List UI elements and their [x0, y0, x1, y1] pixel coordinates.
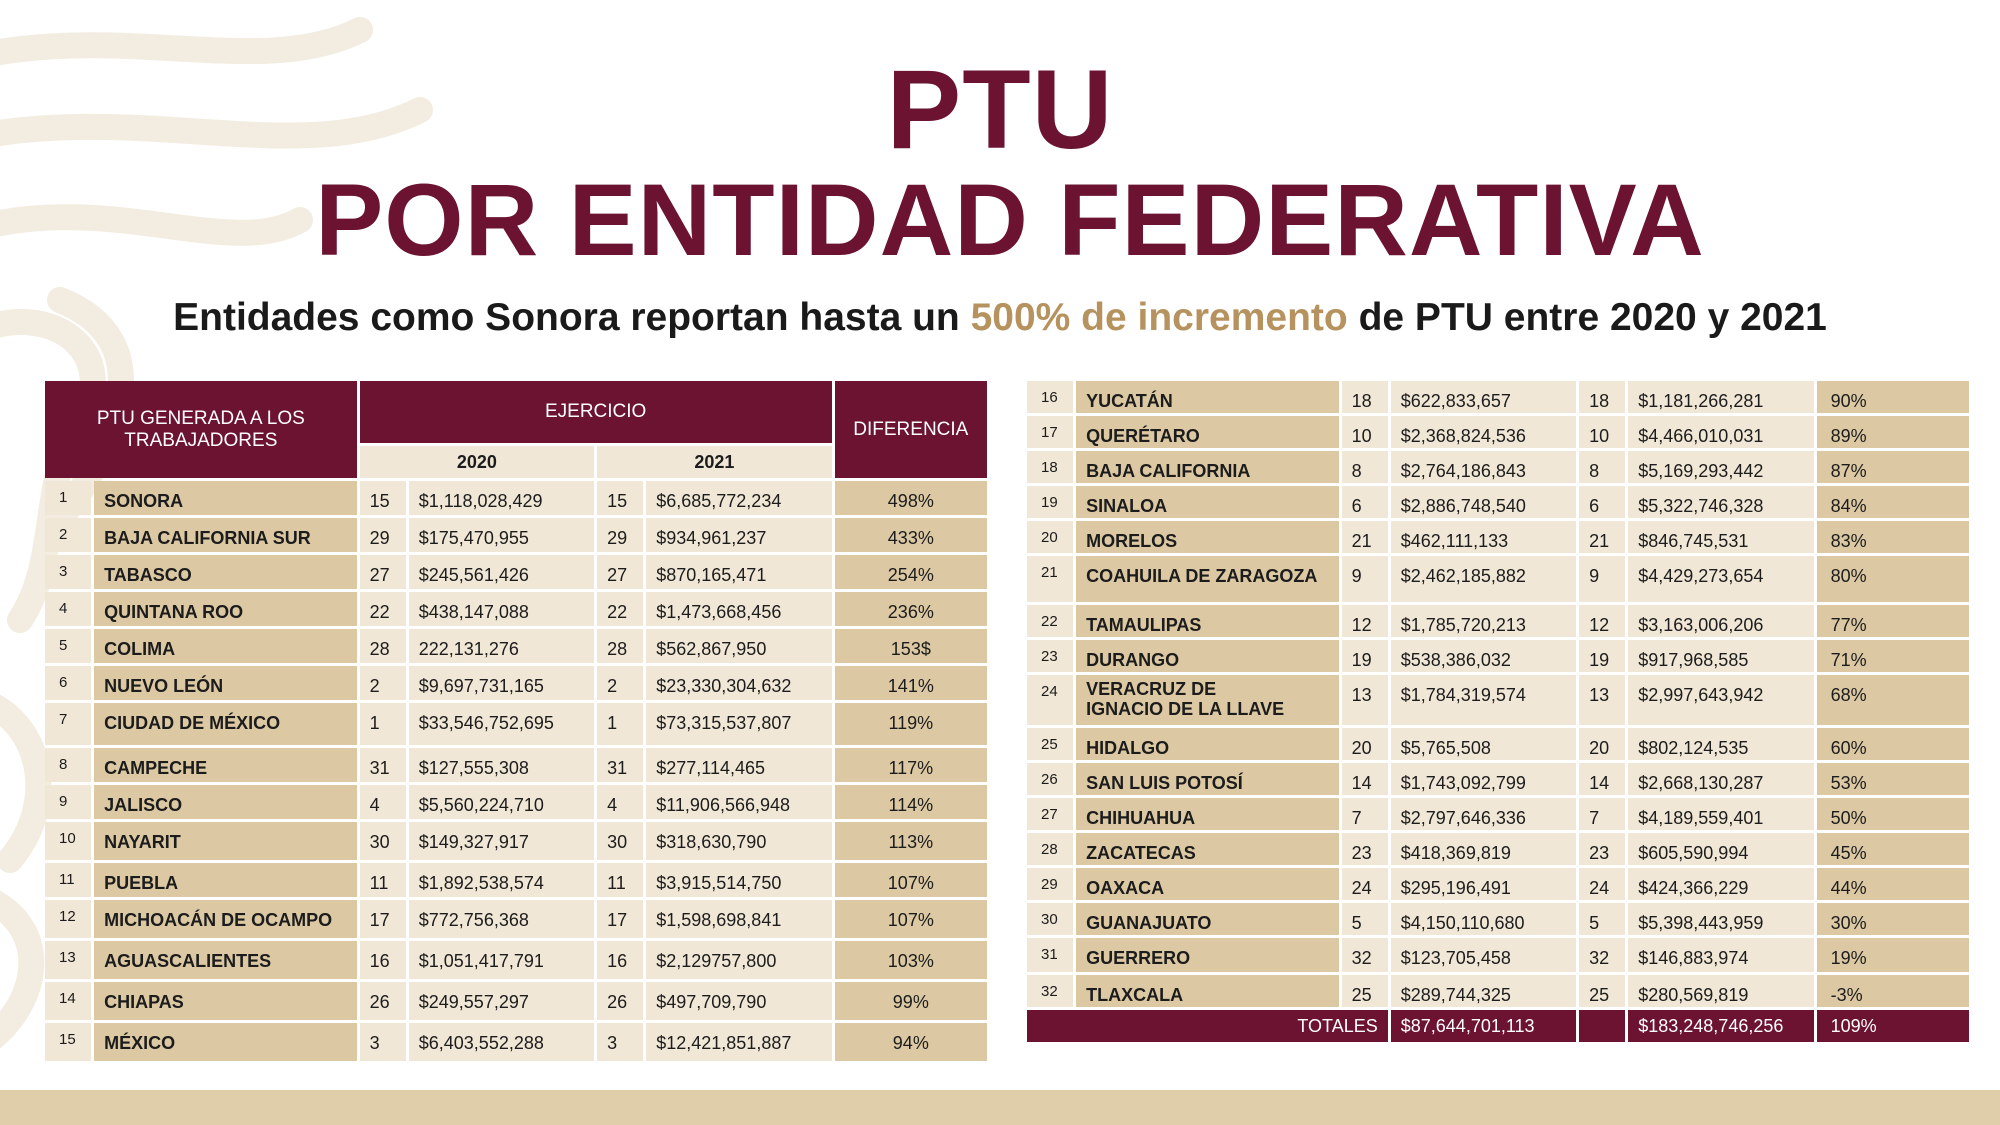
rank-2020: 4 — [360, 785, 406, 819]
ptu-2021: $1,598,698,841 — [646, 900, 831, 938]
rank-2020: 2 — [360, 666, 406, 700]
rank-2021: 28 — [597, 629, 643, 663]
rank-2020: 32 — [1342, 938, 1388, 972]
rank-2020: 31 — [360, 748, 406, 782]
difference: 114% — [835, 785, 987, 819]
rank-2020: 6 — [1342, 486, 1388, 518]
rank-2020: 3 — [360, 1023, 406, 1061]
state-name: CHIHUAHUA — [1076, 798, 1339, 830]
difference: 141% — [835, 666, 987, 700]
footer-band — [0, 1090, 2000, 1125]
ptu-2021: $4,429,273,654 — [1628, 556, 1813, 602]
table-row — [1027, 381, 1969, 413]
rank-2020: 23 — [1342, 833, 1388, 865]
row-number: 3 — [45, 555, 91, 589]
difference: 30% — [1817, 903, 1969, 935]
rank-2020: 1 — [360, 703, 406, 745]
table-row — [45, 555, 987, 589]
table-row — [1027, 938, 1969, 972]
row-number: 4 — [45, 592, 91, 626]
difference: 71% — [1817, 640, 1969, 672]
header-year-2021: 2021 — [597, 446, 832, 478]
ptu-2021: $917,968,585 — [1628, 640, 1813, 672]
rank-2020: 9 — [1342, 556, 1388, 602]
state-name: BAJA CALIFORNIA SUR — [94, 518, 357, 552]
ptu-2020: $1,051,417,791 — [409, 941, 594, 979]
ptu-2021: $11,906,566,948 — [646, 785, 831, 819]
table-row — [45, 518, 987, 552]
row-number: 26 — [1027, 763, 1073, 795]
rank-2021: 18 — [1579, 381, 1625, 413]
state-name: HIDALGO — [1076, 728, 1339, 760]
rank-2020: 29 — [360, 518, 406, 552]
ptu-2020: $33,546,752,695 — [409, 703, 594, 745]
table-row — [45, 822, 987, 860]
header-year-2020: 2020 — [360, 446, 594, 478]
difference: 53% — [1817, 763, 1969, 795]
table-row — [1027, 416, 1969, 448]
row-number: 21 — [1027, 556, 1073, 602]
row-number: 30 — [1027, 903, 1073, 935]
rank-2021: 31 — [597, 748, 643, 782]
table-row — [1027, 675, 1969, 725]
ptu-2021: $2,129757,800 — [646, 941, 831, 979]
rank-2021: 24 — [1579, 868, 1625, 900]
row-number: 13 — [45, 941, 91, 979]
rank-2020: 11 — [360, 863, 406, 897]
ptu-2021: $5,169,293,442 — [1628, 451, 1813, 483]
ptu-2021: $3,163,006,206 — [1628, 605, 1813, 637]
state-name: NAYARIT — [94, 822, 357, 860]
ptu-2020: $622,833,657 — [1391, 381, 1576, 413]
ptu-2021: $802,124,535 — [1628, 728, 1813, 760]
ptu-2021: $23,330,304,632 — [646, 666, 831, 700]
difference: 117% — [835, 748, 987, 782]
table-row — [45, 941, 987, 979]
ptu-2021: $497,709,790 — [646, 982, 831, 1020]
difference: 44% — [1817, 868, 1969, 900]
row-number: 12 — [45, 900, 91, 938]
table-row — [1027, 868, 1969, 900]
row-number: 29 — [1027, 868, 1073, 900]
state-name: PUEBLA — [94, 863, 357, 897]
table-row — [1027, 728, 1969, 760]
difference: 90% — [1817, 381, 1969, 413]
table-row — [1027, 798, 1969, 830]
rank-2021: 6 — [1579, 486, 1625, 518]
table-row — [1027, 640, 1969, 672]
state-name: CAMPECHE — [94, 748, 357, 782]
ptu-2020: $5,560,224,710 — [409, 785, 594, 819]
rank-2021: 1 — [597, 703, 643, 745]
rank-2020: 22 — [360, 592, 406, 626]
right-table-body — [1027, 381, 1969, 1042]
rank-2021: 22 — [597, 592, 643, 626]
ptu-2021: $5,398,443,959 — [1628, 903, 1813, 935]
ptu-2021: $4,466,010,031 — [1628, 416, 1813, 448]
ptu-2021: $846,745,531 — [1628, 521, 1813, 553]
rank-2020: 14 — [1342, 763, 1388, 795]
state-name: TLAXCALA — [1076, 975, 1339, 1007]
ptu-2021: $605,590,994 — [1628, 833, 1813, 865]
rank-2021: 11 — [597, 863, 643, 897]
ptu-2021: $424,366,229 — [1628, 868, 1813, 900]
ptu-2020: $4,150,110,680 — [1391, 903, 1576, 935]
ptu-2020: $538,386,032 — [1391, 640, 1576, 672]
rank-2021: 9 — [1579, 556, 1625, 602]
subtitle-pre: Entidades como Sonora reportan hasta un — [173, 296, 971, 339]
ptu-2021: $4,189,559,401 — [1628, 798, 1813, 830]
rank-2021: 27 — [597, 555, 643, 589]
difference: 236% — [835, 592, 987, 626]
state-name: OAXACA — [1076, 868, 1339, 900]
row-number: 17 — [1027, 416, 1073, 448]
row-number: 6 — [45, 666, 91, 700]
difference: 77% — [1817, 605, 1969, 637]
difference: 498% — [835, 481, 987, 515]
rank-2021: 8 — [1579, 451, 1625, 483]
totals-2020: $87,644,701,113 — [1391, 1010, 1576, 1042]
ptu-2020: $2,886,748,540 — [1391, 486, 1576, 518]
page-title-line2: POR ENTIDAD FEDERATIVA — [315, 163, 1705, 277]
rank-2021: 7 — [1579, 798, 1625, 830]
row-number: 24 — [1027, 675, 1073, 725]
ptu-2021: $12,421,851,887 — [646, 1023, 831, 1061]
ptu-2021: $2,668,130,287 — [1628, 763, 1813, 795]
ptu-2020: $5,765,508 — [1391, 728, 1576, 760]
state-name: SINALOA — [1076, 486, 1339, 518]
right-data-table — [1024, 378, 1972, 1045]
state-name: QUINTANA ROO — [94, 592, 357, 626]
row-number: 28 — [1027, 833, 1073, 865]
difference: 99% — [835, 982, 987, 1020]
rank-2020: 25 — [1342, 975, 1388, 1007]
table-row — [1027, 556, 1969, 602]
state-name: TAMAULIPAS — [1076, 605, 1339, 637]
state-name: YUCATÁN — [1076, 381, 1339, 413]
table-row — [1027, 763, 1969, 795]
rank-2021: 26 — [597, 982, 643, 1020]
difference: 68% — [1817, 675, 1969, 725]
table-row — [1027, 451, 1969, 483]
subtitle — [0, 296, 2000, 340]
difference: 45% — [1817, 833, 1969, 865]
rank-2021: 4 — [597, 785, 643, 819]
ptu-2021: $280,569,819 — [1628, 975, 1813, 1007]
ptu-2021: $6,685,772,234 — [646, 481, 831, 515]
rank-2020: 7 — [1342, 798, 1388, 830]
row-number: 32 — [1027, 975, 1073, 1007]
difference: 89% — [1817, 416, 1969, 448]
totals-row — [1027, 1010, 1969, 1042]
state-name: CHIAPAS — [94, 982, 357, 1020]
rank-2020: 17 — [360, 900, 406, 938]
ptu-2021: $146,883,974 — [1628, 938, 1813, 972]
state-name: COAHUILA DE ZARAGOZA — [1076, 556, 1339, 602]
totals-difference: 109% — [1817, 1010, 1969, 1042]
table-row — [45, 666, 987, 700]
state-name: AGUASCALIENTES — [94, 941, 357, 979]
left-table-body — [45, 481, 987, 1061]
row-number: 2 — [45, 518, 91, 552]
ptu-2021: $73,315,537,807 — [646, 703, 831, 745]
table-row — [45, 748, 987, 782]
difference: 84% — [1817, 486, 1969, 518]
row-number: 9 — [45, 785, 91, 819]
state-name: MORELOS — [1076, 521, 1339, 553]
ptu-2020: $249,557,297 — [409, 982, 594, 1020]
totals-label: TOTALES — [1027, 1010, 1388, 1042]
table-row — [45, 703, 987, 745]
difference: 119% — [835, 703, 987, 745]
subtitle-highlight: 500% de incremento — [970, 296, 1348, 339]
rank-2020: 30 — [360, 822, 406, 860]
difference: 87% — [1817, 451, 1969, 483]
state-name: QUERÉTARO — [1076, 416, 1339, 448]
ptu-2020: $6,403,552,288 — [409, 1023, 594, 1061]
rank-2020: 12 — [1342, 605, 1388, 637]
state-name: MICHOACÁN DE OCAMPO — [94, 900, 357, 938]
table-row — [45, 629, 987, 663]
rank-2020: 8 — [1342, 451, 1388, 483]
rank-2021: 3 — [597, 1023, 643, 1061]
state-name: DURANGO — [1076, 640, 1339, 672]
row-number: 27 — [1027, 798, 1073, 830]
rank-2020: 27 — [360, 555, 406, 589]
left-data-table — [42, 378, 990, 1064]
table-row — [45, 900, 987, 938]
ptu-2021: $5,322,746,328 — [1628, 486, 1813, 518]
rank-2021: 12 — [1579, 605, 1625, 637]
table-row — [1027, 521, 1969, 553]
rank-2021: 15 — [597, 481, 643, 515]
ptu-2021: $1,473,668,456 — [646, 592, 831, 626]
ptu-2020: $1,785,720,213 — [1391, 605, 1576, 637]
rank-2021: 19 — [1579, 640, 1625, 672]
subtitle-post: de PTU entre 2020 y 2021 — [1347, 296, 1827, 339]
row-number: 7 — [45, 703, 91, 745]
ptu-2020: $772,756,368 — [409, 900, 594, 938]
rank-2021: 14 — [1579, 763, 1625, 795]
ptu-2020: $175,470,955 — [409, 518, 594, 552]
rank-2020: 18 — [1342, 381, 1388, 413]
ptu-2020: $9,697,731,165 — [409, 666, 594, 700]
table-row — [1027, 975, 1969, 1007]
row-number: 22 — [1027, 605, 1073, 637]
header-diferencia: DIFERENCIA — [835, 381, 987, 478]
header-ptu-generada: PTU GENERADA A LOS TRABAJADORES — [45, 381, 357, 478]
rank-2020: 5 — [1342, 903, 1388, 935]
rank-2020: 10 — [1342, 416, 1388, 448]
ptu-2020: $438,147,088 — [409, 592, 594, 626]
state-name: COLIMA — [94, 629, 357, 663]
row-number: 20 — [1027, 521, 1073, 553]
state-name: ZACATECAS — [1076, 833, 1339, 865]
row-number: 14 — [45, 982, 91, 1020]
ptu-2020: $1,743,092,799 — [1391, 763, 1576, 795]
ptu-2020: $2,462,185,882 — [1391, 556, 1576, 602]
state-name: SONORA — [94, 481, 357, 515]
state-name: BAJA CALIFORNIA — [1076, 451, 1339, 483]
rank-2020: 20 — [1342, 728, 1388, 760]
rank-2021: 10 — [1579, 416, 1625, 448]
ptu-2021: $562,867,950 — [646, 629, 831, 663]
rank-2021: 20 — [1579, 728, 1625, 760]
rank-2021: 25 — [1579, 975, 1625, 1007]
row-number: 25 — [1027, 728, 1073, 760]
ptu-2020: $1,118,028,429 — [409, 481, 594, 515]
row-number: 16 — [1027, 381, 1073, 413]
row-number: 10 — [45, 822, 91, 860]
row-number: 11 — [45, 863, 91, 897]
totals-2021: $183,248,746,256 — [1628, 1010, 1813, 1042]
table-row — [1027, 605, 1969, 637]
table-row — [45, 592, 987, 626]
row-number: 1 — [45, 481, 91, 515]
table-row — [1027, 903, 1969, 935]
difference: 80% — [1817, 556, 1969, 602]
rank-2020: 21 — [1342, 521, 1388, 553]
rank-2020: 28 — [360, 629, 406, 663]
ptu-2021: $318,630,790 — [646, 822, 831, 860]
ptu-2020: $245,561,426 — [409, 555, 594, 589]
table-row — [45, 481, 987, 515]
rank-2021: 5 — [1579, 903, 1625, 935]
ptu-2020: $149,327,917 — [409, 822, 594, 860]
ptu-2021: $3,915,514,750 — [646, 863, 831, 897]
rank-2021: 32 — [1579, 938, 1625, 972]
ptu-2020: $295,196,491 — [1391, 868, 1576, 900]
ptu-2020: $289,744,325 — [1391, 975, 1576, 1007]
ptu-2021: $934,961,237 — [646, 518, 831, 552]
row-number: 19 — [1027, 486, 1073, 518]
table-row — [45, 863, 987, 897]
header-ejercicio: EJERCICIO — [360, 381, 832, 443]
totals-empty — [1579, 1010, 1625, 1042]
ptu-2021: $2,997,643,942 — [1628, 675, 1813, 725]
ptu-2021: $1,181,266,281 — [1628, 381, 1813, 413]
row-number: 18 — [1027, 451, 1073, 483]
state-name: NUEVO LEÓN — [94, 666, 357, 700]
rank-2021: 16 — [597, 941, 643, 979]
ptu-2020: $418,369,819 — [1391, 833, 1576, 865]
rank-2021: 17 — [597, 900, 643, 938]
rank-2020: 19 — [1342, 640, 1388, 672]
row-number: 31 — [1027, 938, 1073, 972]
rank-2021: 21 — [1579, 521, 1625, 553]
rank-2021: 30 — [597, 822, 643, 860]
ptu-2020: $462,111,133 — [1391, 521, 1576, 553]
difference: 113% — [835, 822, 987, 860]
difference: 50% — [1817, 798, 1969, 830]
state-name: JALISCO — [94, 785, 357, 819]
ptu-2021: $870,165,471 — [646, 555, 831, 589]
rank-2021: 23 — [1579, 833, 1625, 865]
state-name: VERACRUZ DE IGNACIO DE LA LLAVE — [1076, 675, 1339, 725]
table-row — [45, 785, 987, 819]
state-name: MÉXICO — [94, 1023, 357, 1061]
ptu-2020: $2,764,186,843 — [1391, 451, 1576, 483]
difference: 107% — [835, 900, 987, 938]
rank-2021: 29 — [597, 518, 643, 552]
row-number: 15 — [45, 1023, 91, 1061]
rank-2021: 2 — [597, 666, 643, 700]
ptu-2020: 222,131,276 — [409, 629, 594, 663]
difference: 60% — [1817, 728, 1969, 760]
page-title-line1: PTU — [886, 47, 1114, 172]
state-name: SAN LUIS POTOSÍ — [1076, 763, 1339, 795]
table-row — [45, 1023, 987, 1061]
table-row — [1027, 486, 1969, 518]
rank-2020: 16 — [360, 941, 406, 979]
rank-2021: 13 — [1579, 675, 1625, 725]
difference: 19% — [1817, 938, 1969, 972]
state-name: TABASCO — [94, 555, 357, 589]
rank-2020: 24 — [1342, 868, 1388, 900]
rank-2020: 26 — [360, 982, 406, 1020]
ptu-2020: $2,797,646,336 — [1391, 798, 1576, 830]
difference: 153$ — [835, 629, 987, 663]
difference: 254% — [835, 555, 987, 589]
row-number: 23 — [1027, 640, 1073, 672]
difference: 103% — [835, 941, 987, 979]
difference: 94% — [835, 1023, 987, 1061]
row-number: 8 — [45, 748, 91, 782]
rank-2020: 15 — [360, 481, 406, 515]
difference: 83% — [1817, 521, 1969, 553]
table-row — [1027, 833, 1969, 865]
row-number: 5 — [45, 629, 91, 663]
ptu-2020: $123,705,458 — [1391, 938, 1576, 972]
table-row — [45, 982, 987, 1020]
difference: 433% — [835, 518, 987, 552]
state-name: GUERRERO — [1076, 938, 1339, 972]
rank-2020: 13 — [1342, 675, 1388, 725]
difference: 107% — [835, 863, 987, 897]
state-name: CIUDAD DE MÉXICO — [94, 703, 357, 745]
difference: -3% — [1817, 975, 1969, 1007]
ptu-2020: $1,784,319,574 — [1391, 675, 1576, 725]
ptu-2020: $1,892,538,574 — [409, 863, 594, 897]
ptu-2021: $277,114,465 — [646, 748, 831, 782]
state-name: GUANAJUATO — [1076, 903, 1339, 935]
ptu-2020: $2,368,824,536 — [1391, 416, 1576, 448]
ptu-2020: $127,555,308 — [409, 748, 594, 782]
